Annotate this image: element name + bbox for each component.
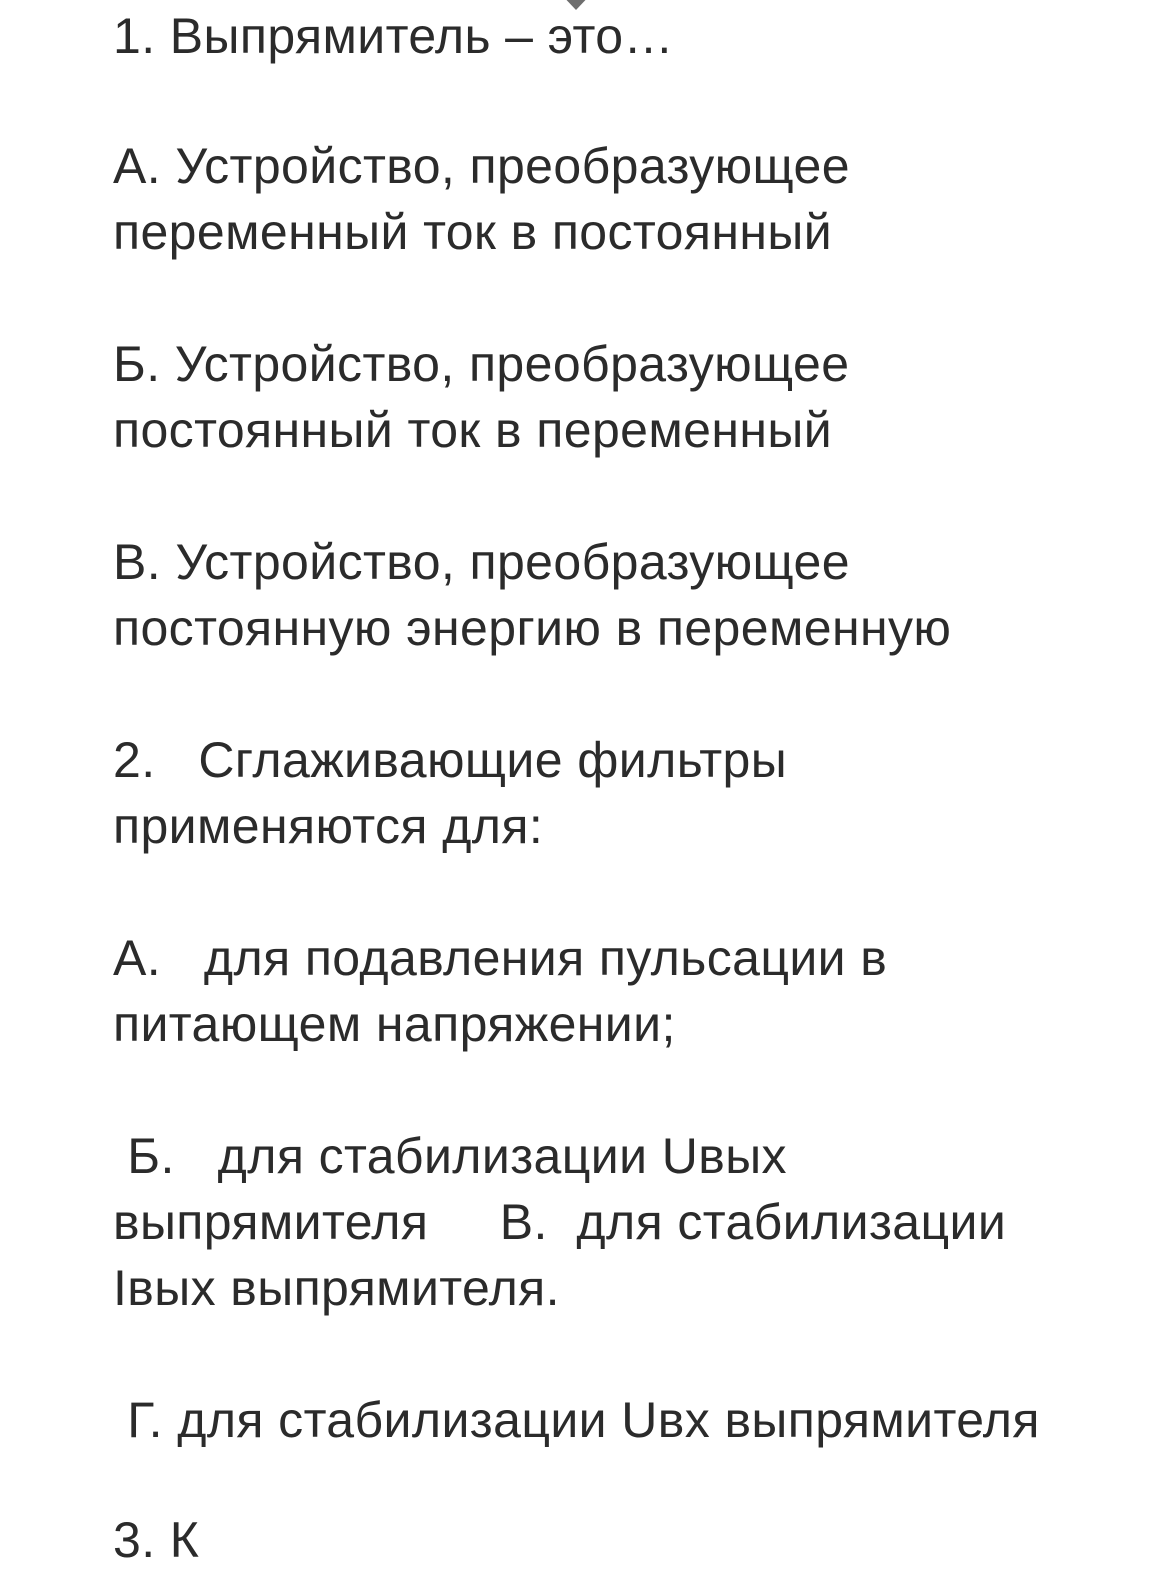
answer-v-line-2: постоянную энергию в переменную: [113, 600, 952, 656]
answer-b-line-1: Б. Устройство, преобразующее: [113, 336, 850, 392]
q2-answer-b-line-1: Б. для стабилизации Uвых: [113, 1128, 787, 1184]
question-1-title: 1. Выпрямитель – это…: [113, 8, 674, 64]
q2-answer-v-line: Iвых выпрямителя.: [113, 1260, 560, 1316]
q2-answer-a-line-1: А. для подавления пульсации в: [113, 930, 888, 986]
question-3-partial: 3. К: [113, 1512, 200, 1568]
question-2-line-1: 2. Сглаживающие фильтры: [113, 732, 788, 788]
q2-answer-a-line-2: питающем напряжении;: [113, 996, 676, 1052]
answer-b-line-2: постоянный ток в переменный: [113, 402, 833, 458]
answer-a-line-2: переменный ток в постоянный: [113, 204, 833, 260]
answer-a-line-1: А. Устройство, преобразующее: [113, 138, 850, 194]
q2-answer-b-line-2: выпрямителя В. для стабилизации: [113, 1194, 1007, 1250]
question-2-line-2: применяются для:: [113, 798, 544, 854]
answer-v-line-1: В. Устройство, преобразующее: [113, 534, 850, 590]
q2-answer-g-line: Г. для стабилизации Uвх выпрямителя: [113, 1392, 1040, 1448]
